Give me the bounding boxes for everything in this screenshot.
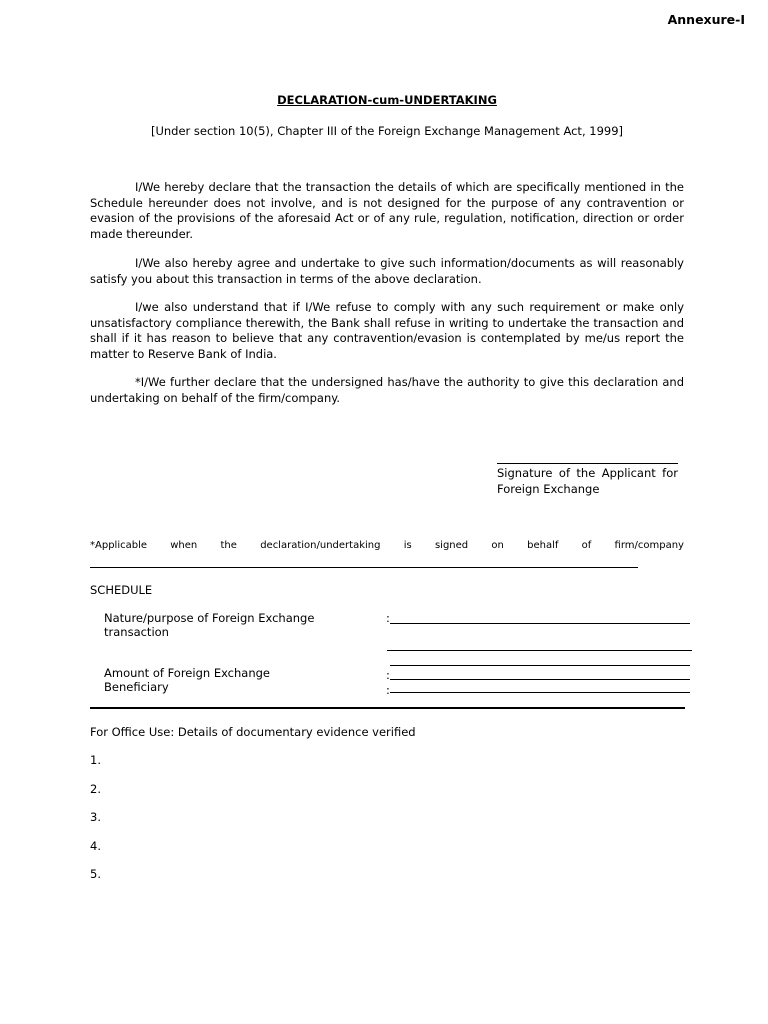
paragraph-text: I/We also hereby agree and undertake to give such information/documents as will reasonably satisfy you about this transaction in terms of the above declaration. xyxy=(90,256,684,286)
field-colon: : xyxy=(386,611,390,625)
applicable-word: *Applicable xyxy=(90,540,147,551)
beneficiary-input-line[interactable] xyxy=(390,692,690,693)
signature-label: Signature of the Applicant for Foreign Exchange xyxy=(497,466,678,496)
field-label-line: Amount of Foreign Exchange xyxy=(104,666,271,680)
applicable-word: on xyxy=(491,540,504,551)
declaration-paragraph-1 xyxy=(90,180,684,242)
schedule-field-nature-label xyxy=(104,611,364,639)
schedule-heading: SCHEDULE xyxy=(90,583,153,597)
paragraph-text: I/We hereby declare that the transaction the details of which are specifically mentioned in the Schedule hereunder does not involve, and is not designed for the purpose of any contravention or evasion of the provisions of the aforesaid Act or of any rule, regulation, notification, direction or order made thereunder. xyxy=(90,180,684,241)
office-use-item: 4. xyxy=(90,839,101,853)
office-use-item: 1. xyxy=(90,753,101,767)
schedule-field-amount-label xyxy=(104,666,364,694)
applicable-word: firm/company xyxy=(614,540,684,551)
field-label-line: transaction xyxy=(104,625,169,639)
field-label-line: Beneficiary xyxy=(104,680,169,694)
paragraph-text: *I/We further declare that the undersigned has/have the authority to give this declaration and undertaking on behalf of the firm/company. xyxy=(90,375,684,405)
document-title: DECLARATION-cum-UNDERTAKING xyxy=(277,93,497,107)
declaration-paragraph-3 xyxy=(90,300,684,362)
nature-purpose-input-line[interactable] xyxy=(390,623,690,624)
paragraph-text: I/we also understand that if I/We refuse to comply with any such requirement or make only unsatisfactory compliance therewith, the Bank shall refuse in writing to undertake the transaction and shall if it has reason to believe that any contravention/evasion is contemplated by me/us report the matter to Reserve Bank of India. xyxy=(90,300,684,361)
field-colon: : xyxy=(386,683,390,697)
section-divider xyxy=(90,707,685,709)
declaration-paragraph-4 xyxy=(90,375,684,406)
applicable-word: the xyxy=(220,540,237,551)
applicable-word: signed xyxy=(434,540,469,551)
document-subtitle: [Under section 10(5), Chapter III of the Foreign Exchange Management Act, 1999] xyxy=(150,124,624,138)
nature-purpose-input-line-2[interactable] xyxy=(387,650,692,651)
amount-input-line[interactable] xyxy=(390,679,690,680)
office-use-heading: For Office Use: Details of documentary evidence verified xyxy=(90,725,416,739)
declaration-paragraph-2 xyxy=(90,256,684,287)
applicable-underline xyxy=(90,567,638,568)
office-use-item: 2. xyxy=(90,782,101,796)
annexure-label: Annexure-I xyxy=(667,12,745,27)
applicable-word: is xyxy=(403,540,412,551)
office-use-item: 3. xyxy=(90,810,101,824)
office-use-item: 5. xyxy=(90,867,101,881)
signature-line[interactable] xyxy=(497,463,678,464)
applicable-word: behalf xyxy=(527,540,559,551)
field-colon: : xyxy=(386,668,390,682)
field-label-line: Nature/purpose of Foreign Exchange xyxy=(104,611,315,625)
applicable-word: of xyxy=(581,540,592,551)
applicable-word: when xyxy=(170,540,198,551)
schedule-input-line-3[interactable] xyxy=(390,665,690,666)
applicable-word: declaration/undertaking xyxy=(260,540,381,551)
applicable-note xyxy=(90,540,684,551)
